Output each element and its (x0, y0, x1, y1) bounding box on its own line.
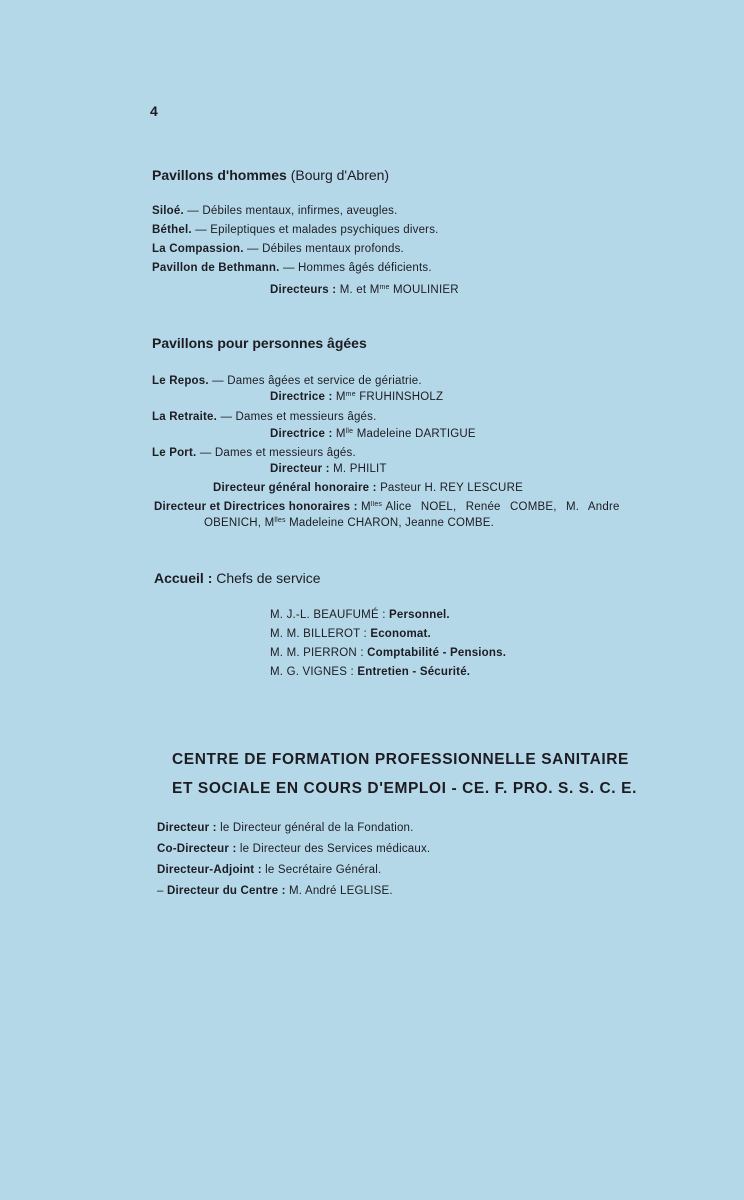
honorary-pre-2: OBENICH, M (204, 517, 275, 529)
pavillon-desc: — Hommes âgés déficients. (282, 262, 432, 274)
chief-row (270, 647, 506, 659)
centre-title-line-1: CENTRE DE FORMATION PROFESSIONNELLE SANITAIRE (172, 751, 629, 768)
centre-label: Directeur-Adjoint : (157, 864, 262, 876)
chief-name: M. J.-L. BEAUFUMÉ : (270, 609, 386, 621)
chief-row (270, 628, 431, 640)
accueil-label: Accueil : (154, 570, 213, 586)
centre-value: M. André LEGLISE. (289, 885, 393, 897)
directors-sup: me (379, 284, 390, 291)
director-line (270, 391, 443, 403)
accueil-subtitle: Chefs de service (216, 570, 321, 586)
honorary-title: M (361, 501, 371, 513)
list-item (152, 205, 398, 217)
centre-label: Directeur du Centre : (167, 885, 286, 897)
heading-location: (Bourg d'Abren) (290, 167, 390, 183)
pavillon-name: Le Repos. (152, 375, 209, 387)
pavillon-desc: — Dames âgées et service de gériatrie. (212, 375, 422, 387)
pavillon-name: La Retraite. (152, 411, 218, 423)
list-item (152, 224, 439, 236)
pavillon-name: Le Port. (152, 447, 197, 459)
honorary-director-label: Directeur général honoraire : (213, 482, 377, 494)
centre-value: le Directeur général de la Fondation. (220, 822, 414, 834)
title: M (335, 391, 346, 403)
honorary-title-sup: lles (370, 501, 383, 508)
pavillon-desc: — Dames et messieurs âgés. (220, 411, 377, 423)
role-label: Directrice : (270, 428, 333, 440)
list-item (152, 411, 376, 423)
centre-value: le Directeur des Services médicaux. (239, 843, 431, 855)
person: FRUHINSHOLZ (359, 391, 444, 403)
title-sup: me (345, 391, 356, 398)
centre-row (157, 864, 381, 876)
section-heading-pavillons-ages: Pavillons pour personnes âgées (152, 335, 367, 351)
section-heading-pavillons-hommes (152, 167, 389, 183)
list-item (152, 262, 432, 274)
honorary-director-line (213, 482, 523, 494)
section-heading-accueil (154, 570, 321, 586)
title-sup: lle (345, 428, 354, 435)
pavillon-desc: — Dames et messieurs âgés. (199, 447, 356, 459)
pavillon-desc: — Débiles mentaux, infirmes, aveugles. (187, 205, 398, 217)
role-label: Directrice : (270, 391, 333, 403)
centre-label: Directeur : (157, 822, 217, 834)
chief-name: M. G. VIGNES : (270, 666, 354, 678)
list-item (152, 447, 356, 459)
directors-pre: M. et M (339, 284, 380, 296)
list-item (152, 243, 404, 255)
chief-name: M. M. BILLEROT : (270, 628, 367, 640)
title: M (335, 428, 346, 440)
honorary-label: Directeur et Directrices honoraires : (154, 501, 358, 513)
pavillon-name: Pavillon de Bethmann. (152, 262, 280, 274)
chief-name: M. M. PIERRON : (270, 647, 364, 659)
honorary-names-1: Alice NOEL, Renée COMBE, M. Andre (385, 501, 620, 513)
pavillon-desc: — Débiles mentaux profonds. (247, 243, 404, 255)
chief-service: Personnel. (389, 609, 450, 621)
list-item (152, 375, 422, 387)
centre-label: Co-Directeur : (157, 843, 237, 855)
director-line (270, 463, 387, 475)
pavillon-name: Béthel. (152, 224, 192, 236)
centre-row (157, 822, 414, 834)
pavillon-desc: — Epileptiques et malades psychiques divers. (195, 224, 439, 236)
role-label: Directeur : (270, 463, 330, 475)
centre-title-line-2: ET SOCIALE EN COURS D'EMPLOI - CE. F. PRO. S. S. C. E. (172, 780, 637, 797)
page-number: 4 (150, 103, 158, 119)
directors-label: Directeurs : (270, 284, 337, 296)
pavillon-name: La Compassion. (152, 243, 244, 255)
chief-row (270, 666, 470, 678)
chief-service: Economat. (370, 628, 431, 640)
honorary-directors-line-1 (154, 501, 678, 513)
directors-name: MOULINIER (393, 284, 459, 296)
centre-value: le Secrétaire Général. (265, 864, 382, 876)
centre-row (157, 885, 393, 897)
chief-service: Entretien - Sécurité. (357, 666, 471, 678)
pavillon-name: Siloé. (152, 205, 184, 217)
honorary-sup-2: lles (274, 517, 286, 524)
directors-line (270, 284, 459, 296)
chief-service: Comptabilité - Pensions. (367, 647, 507, 659)
honorary-directors-line-2 (204, 517, 494, 529)
heading-bold: Pavillons d'hommes (152, 167, 287, 183)
centre-row (157, 843, 430, 855)
chief-row (270, 609, 450, 621)
honorary-names-2: Madeleine CHARON, Jeanne COMBE. (289, 517, 495, 529)
director-line (270, 428, 476, 440)
person: Madeleine DARTIGUE (356, 428, 476, 440)
centre-dash: – (157, 885, 164, 897)
title: M. PHILIT (333, 463, 387, 475)
honorary-director-name: Pasteur H. REY LESCURE (380, 482, 523, 494)
